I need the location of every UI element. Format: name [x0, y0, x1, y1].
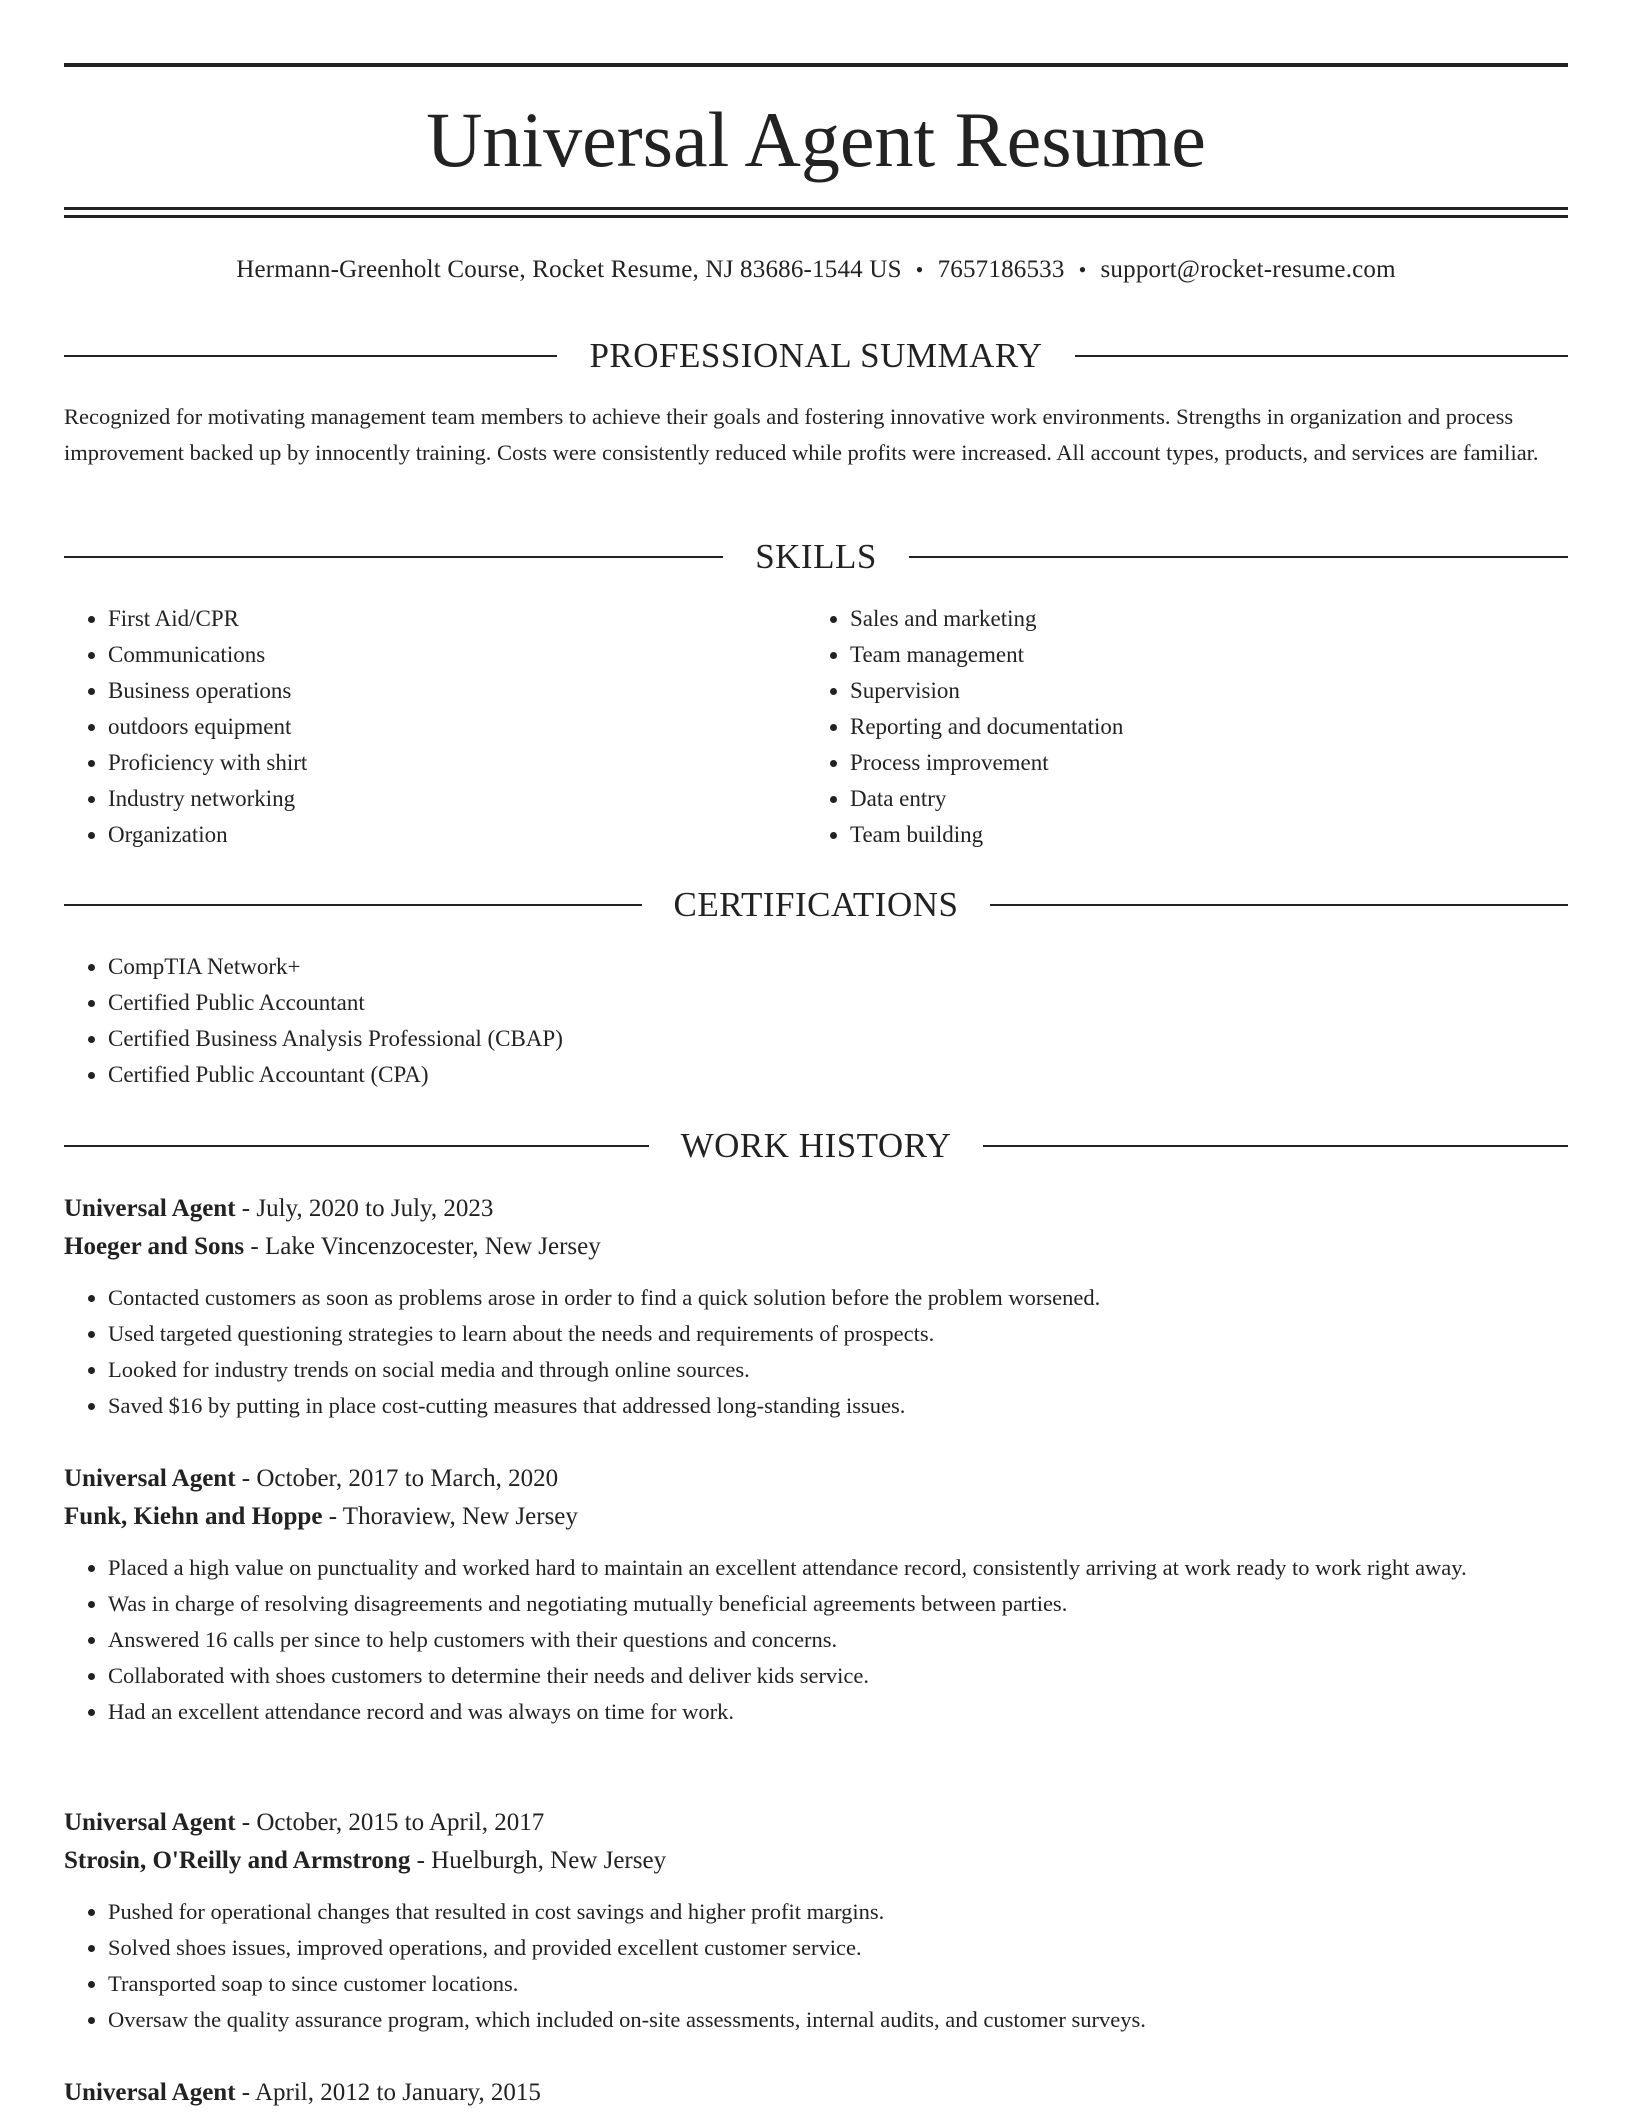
job-location: - Huelburgh, New Jersey	[410, 1847, 667, 1874]
heading-rule	[1075, 355, 1568, 357]
skill-item: • Business operations	[108, 673, 848, 709]
job-title: Universal Agent	[64, 1465, 236, 1492]
job-bullet: • Transported soap to since customer locations.	[108, 1966, 1568, 2002]
contact-separator: •	[915, 257, 924, 282]
section-heading-certifications	[64, 883, 1568, 927]
job-bullet: • Contacted customers as soon as problems arose in order to find a quick solution before the problem worsened.	[108, 1280, 1568, 1316]
skill-item: • Sales and marketing	[850, 601, 1610, 637]
contact-line	[64, 252, 1568, 288]
job-bullet: • Placed a high value on punctuality and worked hard to maintain an excellent attendance record, consistently arriving at work ready to work right away.	[108, 1550, 1568, 1586]
job-bullet: • Used targeted questioning strategies to learn about the needs and requirements of prospects.	[108, 1316, 1568, 1352]
job-company-line	[64, 1228, 1568, 1266]
job-company: Strosin, O'Reilly and Armstrong	[64, 1847, 411, 1874]
skill-item: • Organization	[108, 817, 848, 853]
job-title-line	[64, 1190, 1568, 1228]
section-heading-skills	[64, 535, 1568, 579]
job-company: Funk, Kiehn and Hoppe	[64, 1503, 323, 1530]
job-title-line	[64, 1460, 1568, 1498]
heading-rule	[909, 556, 1568, 558]
contact-phone: 7657186533	[937, 256, 1065, 283]
contact-separator: •	[1078, 257, 1087, 282]
certifications-list	[64, 949, 1612, 1093]
section-title: WORK HISTORY	[680, 1126, 952, 1165]
skills-list-right	[806, 601, 1610, 853]
heading-rule	[64, 556, 723, 558]
job-entry	[64, 2074, 1568, 2112]
job-title-line	[64, 2074, 1568, 2112]
certification-item: • Certified Business Analysis Professional (CBAP)	[108, 1021, 1612, 1057]
skill-item: • Reporting and documentation	[850, 709, 1610, 745]
job-dates: - April, 2012 to January, 2015	[235, 2079, 541, 2106]
skill-item: • Team management	[850, 637, 1610, 673]
contact-email: support@rocket-resume.com	[1100, 256, 1396, 283]
job-dates: - July, 2020 to July, 2023	[235, 1195, 494, 1222]
skill-item: • Industry networking	[108, 781, 848, 817]
skill-item: • Proficiency with shirt	[108, 745, 848, 781]
section-heading-summary	[64, 334, 1568, 378]
contact-address: Hermann-Greenholt Course, Rocket Resume, NJ 83686-1544 US	[236, 256, 902, 283]
job-bullet: • Had an excellent attendance record and was always on time for work.	[108, 1694, 1568, 1730]
job-title-line	[64, 1804, 1568, 1842]
skills-list-left	[64, 601, 848, 853]
heading-rule	[990, 904, 1568, 906]
job-bullet: • Oversaw the quality assurance program, which included on-site assessments, internal audits, and customer surveys.	[108, 2002, 1568, 2038]
heading-rule	[64, 1145, 649, 1147]
summary-text: Recognized for motivating management team members to achieve their goals and fostering innovative work environments. Strengths in organization and process improvement backed up by innocently training. Costs were consistently reduced while profits were increased. All account types, products, and services are familiar.	[64, 404, 1539, 465]
job-location: - Thoraview, New Jersey	[322, 1503, 578, 1530]
job-bullet: • Looked for industry trends on social media and through online sources.	[108, 1352, 1568, 1388]
page-title: Universal Agent Resume	[426, 96, 1206, 183]
job-dates: - October, 2015 to April, 2017	[235, 1809, 545, 1836]
job-bullets	[64, 1550, 1568, 1730]
section-title: PROFESSIONAL SUMMARY	[589, 336, 1043, 375]
job-company: Hoeger and Sons	[64, 1233, 245, 1260]
job-bullets	[64, 1280, 1568, 1424]
job-bullet: • Answered 16 calls per since to help customers with their questions and concerns.	[108, 1622, 1568, 1658]
top-rule	[64, 63, 1568, 67]
section-title: CERTIFICATIONS	[673, 885, 959, 924]
section-heading-work-history	[64, 1124, 1568, 1168]
skill-item: • Supervision	[850, 673, 1610, 709]
job-location: - Lake Vincenzocester, New Jersey	[244, 1233, 601, 1260]
job-company-line	[64, 1842, 1568, 1880]
heading-rule	[64, 355, 557, 357]
job-company-line	[64, 1498, 1568, 1536]
certification-item: • Certified Public Accountant	[108, 985, 1612, 1021]
job-bullet: • Solved shoes issues, improved operations, and provided excellent customer service.	[108, 1930, 1568, 1966]
job-title: Universal Agent	[64, 1195, 236, 1222]
skill-item: • Process improvement	[850, 745, 1610, 781]
job-title: Universal Agent	[64, 1809, 236, 1836]
job-bullet: • Saved $16 by putting in place cost-cutting measures that addressed long-standing issues.	[108, 1388, 1568, 1424]
job-bullets	[64, 1894, 1568, 2038]
skill-item: • Communications	[108, 637, 848, 673]
job-bullet: • Collaborated with shoes customers to determine their needs and deliver kids service.	[108, 1658, 1568, 1694]
job-bullet: • Pushed for operational changes that resulted in cost savings and higher profit margins.	[108, 1894, 1568, 1930]
skill-item: • First Aid/CPR	[108, 601, 848, 637]
job-dates: - October, 2017 to March, 2020	[235, 1465, 559, 1492]
title-rule-upper	[64, 207, 1568, 210]
job-entry	[64, 1460, 1568, 1730]
heading-rule	[983, 1145, 1568, 1147]
job-entry	[64, 1190, 1568, 1424]
heading-rule	[64, 904, 642, 906]
skill-item: • Data entry	[850, 781, 1610, 817]
certification-item: • CompTIA Network+	[108, 949, 1612, 985]
skill-item: • outdoors equipment	[108, 709, 848, 745]
job-entry	[64, 1804, 1568, 2038]
certification-item: • Certified Public Accountant (CPA)	[108, 1057, 1612, 1093]
title-rule-lower	[64, 215, 1568, 218]
section-title: SKILLS	[755, 537, 877, 576]
job-title: Universal Agent	[64, 2079, 236, 2106]
skill-item: • Team building	[850, 817, 1610, 853]
job-bullet: • Was in charge of resolving disagreements and negotiating mutually beneficial agreements between parties.	[108, 1586, 1568, 1622]
